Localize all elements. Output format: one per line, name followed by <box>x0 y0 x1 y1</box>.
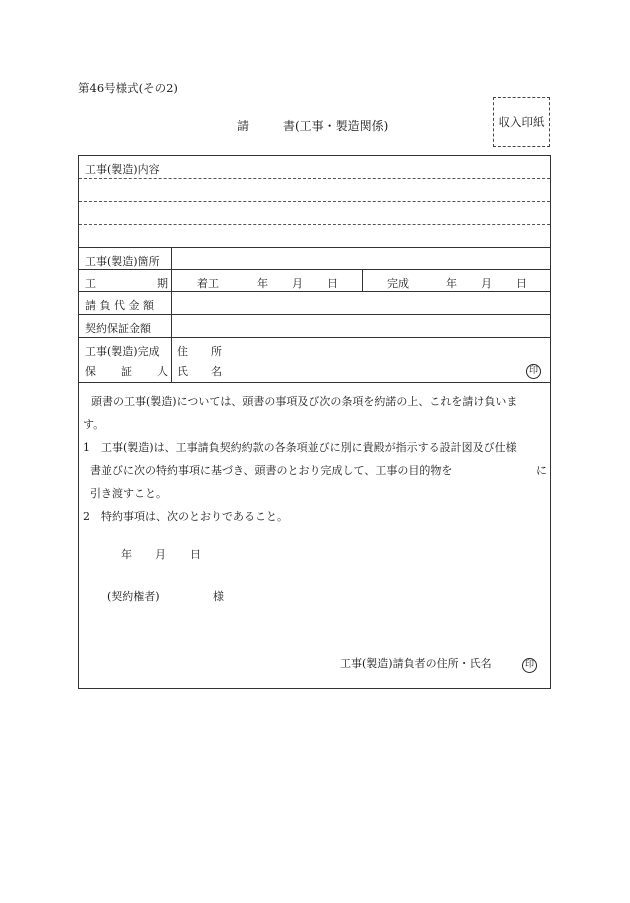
location-label: 工事(製造)箇所 <box>85 255 160 268</box>
row-divider <box>79 382 550 383</box>
guarantor-label-2b: 証 <box>121 365 132 378</box>
clause-2: 2 特約事項は、次のとおりであること。 <box>83 510 288 523</box>
content-line-3 <box>79 224 550 225</box>
complete-month: 月 <box>481 277 492 290</box>
content-label: 工事(製造)内容 <box>85 163 160 176</box>
complete-label: 完成 <box>387 277 409 290</box>
start-year: 年 <box>257 277 268 290</box>
row-divider <box>79 337 550 338</box>
intro-line-2: す。 <box>83 418 105 431</box>
date-day: 日 <box>190 548 201 561</box>
contract-amount-label: 請 負 代 金 額 <box>85 299 154 312</box>
start-month: 月 <box>292 277 303 290</box>
document-title <box>237 117 388 134</box>
row-divider <box>79 247 550 248</box>
form-number: 第46号様式(その2) <box>78 81 178 95</box>
content-line-1 <box>79 178 550 179</box>
name-label-b: 名 <box>211 365 222 378</box>
guarantor-label-2a: 保 <box>85 365 96 378</box>
start-label: 着工 <box>197 277 219 290</box>
row-divider <box>79 314 550 315</box>
period-label-1: 工 <box>85 277 96 290</box>
revenue-stamp-box <box>493 97 550 147</box>
clause-1-line-2-end: に <box>536 464 547 477</box>
honorific: 様 <box>213 590 224 603</box>
address-label-b: 所 <box>211 345 222 358</box>
signer-label: 工事(製造)請負者の住所・氏名 <box>340 657 492 670</box>
intro-line-1: 頭書の工事(製造)については、頭書の事項及び次の条項を約諾の上、これを請け負いま <box>91 395 518 408</box>
name-label-a: 氏 <box>177 365 188 378</box>
title-rest: 書(工事・製造関係) <box>283 119 389 133</box>
row-divider <box>79 269 550 270</box>
guarantor-label-1: 工事(製造)完成 <box>85 345 160 358</box>
contractor-label: (契約権者) <box>107 590 160 603</box>
clause-1-line-2: 書並びに次の特約事項に基づき、頭書のとおり完成して、工事の目的物を <box>90 464 453 477</box>
period-label-2: 期 <box>157 277 168 290</box>
row-divider <box>79 291 550 292</box>
guarantor-seal-icon: 印 <box>526 364 541 379</box>
date-month: 月 <box>155 548 166 561</box>
complete-year: 年 <box>446 277 457 290</box>
label-column-divider <box>171 247 172 383</box>
deposit-label: 契約保証金額 <box>85 322 151 335</box>
start-day: 日 <box>327 277 338 290</box>
address-label-a: 住 <box>177 345 188 358</box>
guarantor-label-2c: 人 <box>157 365 168 378</box>
clause-1-line-1: 1 工事(製造)は、工事請負契約約款の各条項並びに別に貴殿が指示する設計図及び仕様 <box>83 441 517 454</box>
contract-form-table <box>78 155 551 689</box>
title-prefix: 請 <box>237 119 250 133</box>
complete-day: 日 <box>516 277 527 290</box>
revenue-stamp-label: 収入印紙 <box>498 115 545 129</box>
date-year: 年 <box>121 548 132 561</box>
clause-1-line-3: 引き渡すこと。 <box>90 487 167 500</box>
period-divider <box>362 269 363 291</box>
signer-seal-icon: 印 <box>522 658 537 673</box>
content-line-2 <box>79 201 550 202</box>
